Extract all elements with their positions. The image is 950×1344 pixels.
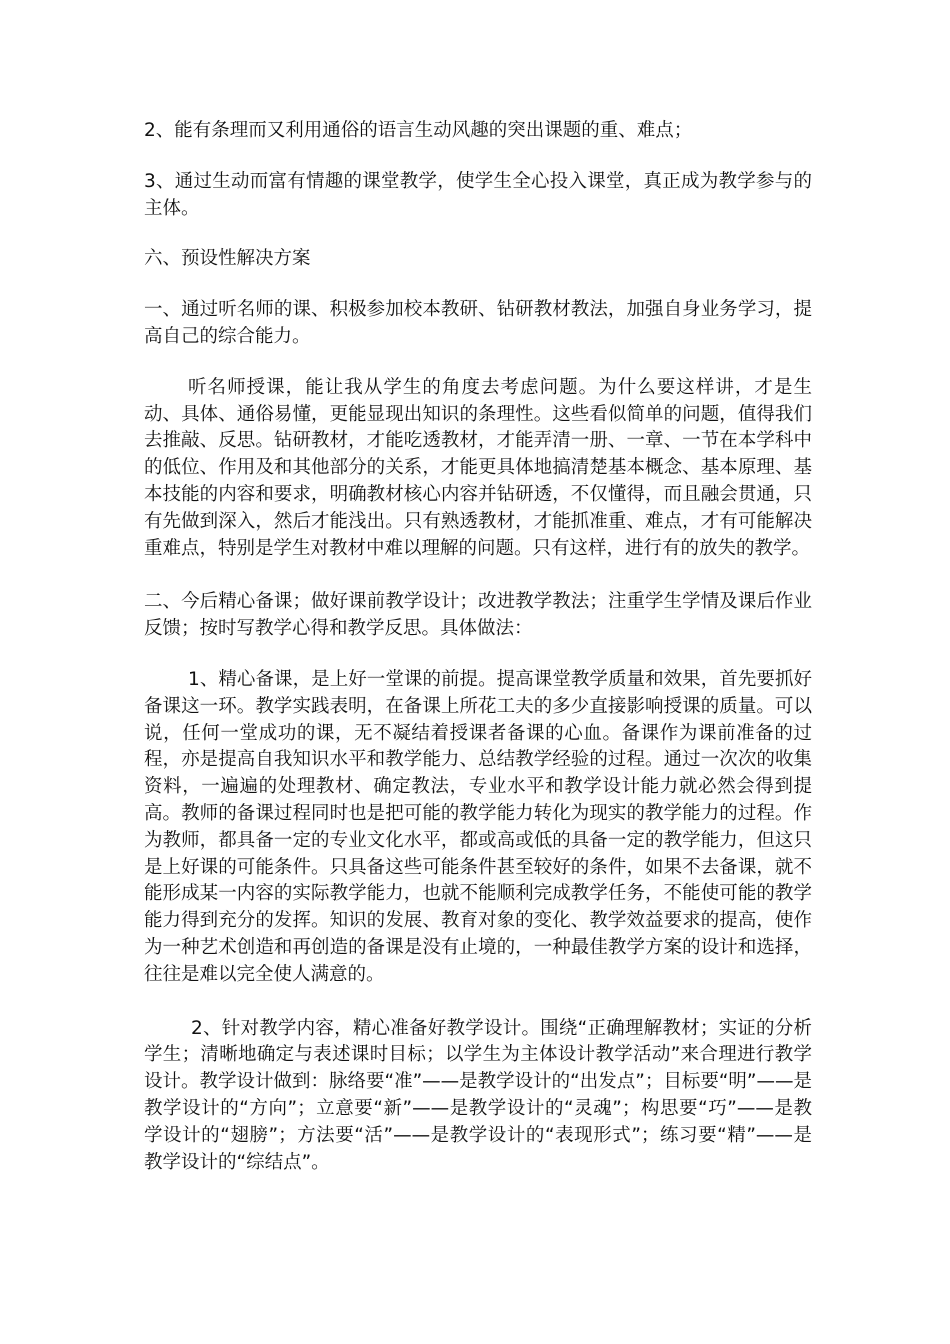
paragraph-objective-3: 3、通过生动而富有情趣的课堂教学，使学生全心投入课堂，真正成为教学参与的主体。 (144, 170, 812, 219)
paragraph-teaching-design: 2、针对教学内容，精心准备好教学设计。围绕“正确理解教材；实证的分析学生；清晰地确定与表述课时目标；以学生为主体设计教学活动”来合理进行教学设计。教学设计做到：脉络要“准”——是教学设计的“出发点”；目标要“明”——是教学设计的“方向”；立意要“新”——是教学设计的“灵魂”；构思要“巧”——是教学设计的“翅膀”；方法要“活”——是教学设计的“表现形式”；练习要“精”——是教学设计的“综结点”。 (144, 1017, 813, 1173)
paragraph-measure-1: 一、通过听名师的课、积极参加校本教研、钻研教材教法，加强自身业务学习，提高自己的综合能力。 (144, 299, 812, 347)
document-body (144, 118, 812, 1176)
paragraph-lesson-prep: 1、精心备课，是上好一堂课的前提。提高课堂教学质量和效果，首先要抓好备课这一环。教学实践表明，在备课上所花工夫的多少直接影响授课的质量。可以说，任何一堂成功的课，无不凝结着授课者备课的心血。备课作为课前准备的过程，亦是提高自我知识水平和教学能力、总结教学经验的过程。通过一次次的收集资料，一遍遍的处理教材、确定教法，专业水平和教学设计能力就必然会得到提高。教师的备课过程同时也是把可能的教学能力转化为现实的教学能力的过程。作为教师，都具备一定的专业文化水平，都或高或低的具备一定的教学能力，但这只是上好课的可能条件。只具备这些可能条件甚至较好的条件，如果不去备课，就不能形成某一内容的实际教学能力，也就不能顺利完成教学任务，不能使可能的教学能力得到充分的发挥。知识的发展、教育对象的变化、教学效益要求的提高，使作为一种艺术创造和再创造的备课是没有止境的，一种最佳教学方案的设计和选择，往往是难以完全使人满意的。 (144, 668, 812, 985)
section-heading-solutions: 六、预设性解决方案 (144, 248, 311, 270)
paragraph-objective-2: 2、能有条理而又利用通俗的语言生动风趣的突出课题的重、难点； (144, 120, 693, 141)
paragraph-measure-2: 二、今后精心备课；做好课前教学设计；改进教学教法；注重学生学情及课后作业反馈；按时写教学心得和教学反思。具体做法： (144, 591, 812, 640)
paragraph-measure-1-detail: 听名师授课，能让我从学生的角度去考虑问题。为什么要这样讲，才是生动、具体、通俗易懂，更能显现出知识的条理性。这些看似简单的问题，值得我们去推敲、反思。钻研教材，才能吃透教材，才能弄清一册、一章、一节在本学科中的低位、作用及和其他部分的关系，才能更具体地搞清楚基本概念、基本原理、基本技能的内容和要求，明确教材核心内容并钻研透，不仅懂得，而且融会贯通，只有先做到深入，然后才能浅出。只有熟透教材，才能抓准重、难点，才有可能解决重难点，特别是学生对教材中难以理解的问题。只有这样，进行有的放失的教学。 (144, 376, 812, 559)
